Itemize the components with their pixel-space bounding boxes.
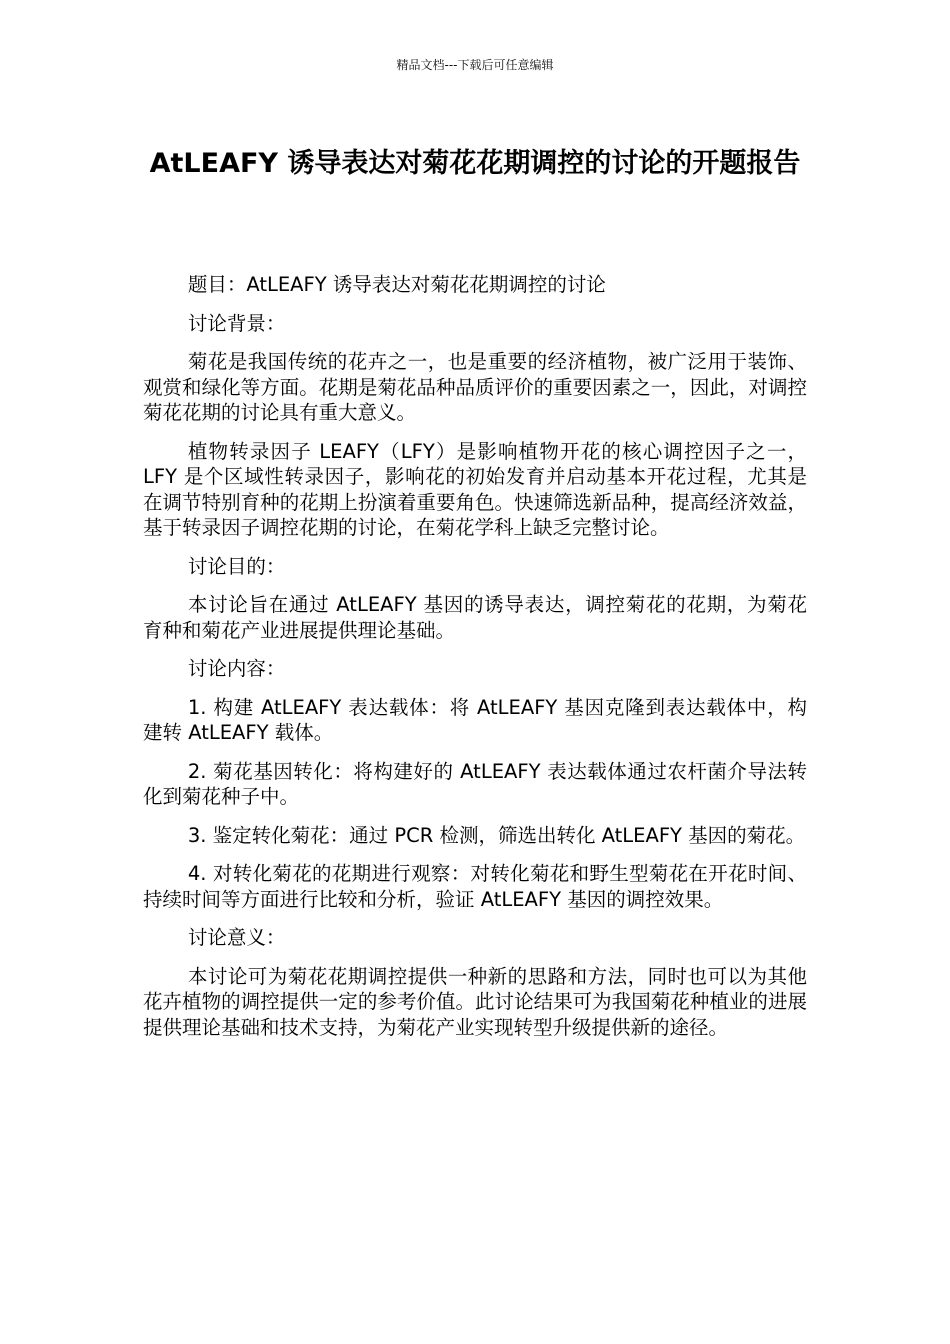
background-paragraph-1: 菊花是我国传统的花卉之一，也是重要的经济植物，被广泛用于装饰、观赏和绿化等方面。花期是菊花品种品质评价的重要因素之一，因此，对调控菊花花期的讨论具有重大意义。	[143, 350, 807, 424]
content-item-3: 3. 鉴定转化菊花：通过 PCR 检测，筛选出转化 AtLEAFY 基因的菊花。	[187, 823, 806, 847]
section-heading-content: 讨论内容：	[187, 657, 286, 680]
purpose-paragraph: 本讨论旨在通过 AtLEAFY 基因的诱导表达，调控菊花的花期，为菊花育种和菊花产业进展提供理论基础。	[143, 593, 807, 642]
content-item-1: 1. 构建 AtLEAFY 表达载体：将 AtLEAFY 基因克隆到表达载体中，构建转 AtLEAFY 载体。	[143, 695, 807, 744]
section-heading-significance: 讨论意义：	[187, 926, 286, 949]
document-body	[143, 272, 807, 1053]
background-paragraph-2: 植物转录因子 LEAFY（LFY）是影响植物开花的核心调控因子之一，LFY 是个区域性转录因子，影响花的初始发育并启动基本开花过程，尤其是在调节特别育种的花期上扮演着重要角色。快速筛选新品种，提高经济效益，基于转录因子调控花期的讨论，在菊花学科上缺乏完整讨论。	[143, 439, 807, 539]
topic-line: 题目：AtLEAFY 诱导表达对菊花花期调控的讨论	[187, 273, 606, 296]
document-title: AtLEAFY 诱导表达对菊花花期调控的讨论的开题报告	[149, 148, 801, 179]
section-heading-purpose: 讨论目的：	[187, 554, 286, 578]
section-heading-background: 讨论背景：	[187, 311, 286, 335]
content-item-4: 4. 对转化菊花的花期进行观察：对转化菊花和野生型菊花在开花时间、持续时间等方面进行比较和分析，验证 AtLEAFY 基因的调控效果。	[143, 862, 807, 911]
header-note: 精品文档---下载后可任意编辑	[396, 58, 554, 72]
significance-paragraph: 本讨论可为菊花花期调控提供一种新的思路和方法，同时也可以为其他花卉植物的调控提供一定的参考价值。此讨论结果可为我国菊花种植业的进展提供理论基础和技术支持，为菊花产业实现转型升级提供新的途径。	[143, 964, 807, 1039]
content-item-2: 2. 菊花基因转化：将构建好的 AtLEAFY 表达载体通过农杆菌介导法转化到菊花种子中。	[143, 759, 807, 808]
